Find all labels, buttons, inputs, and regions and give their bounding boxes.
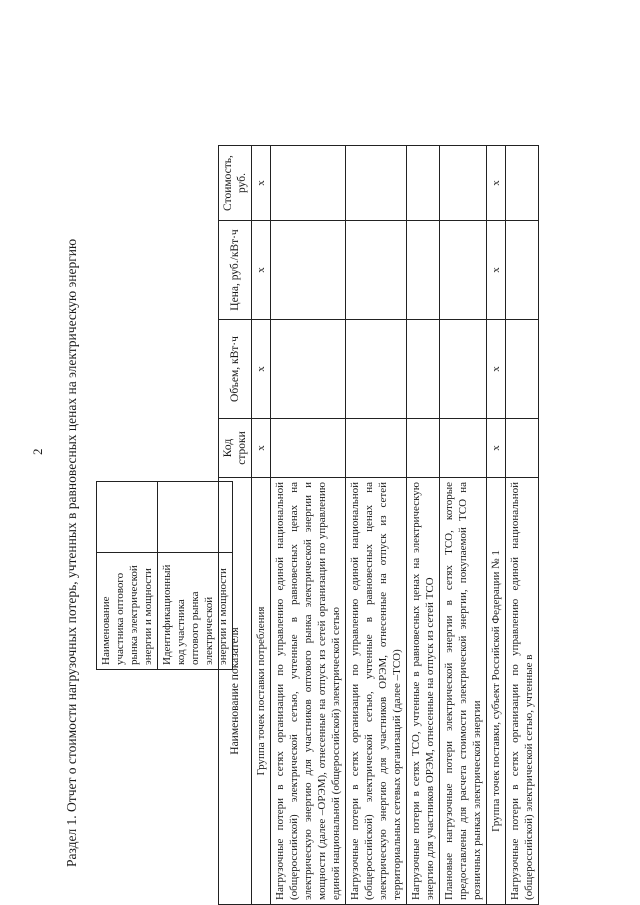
table-row	[506, 146, 539, 905]
row-cost	[346, 146, 407, 221]
row-price	[271, 221, 346, 320]
table-header-row	[219, 146, 252, 905]
row-code	[346, 419, 407, 478]
row-cost: х	[252, 146, 271, 221]
row-code	[506, 419, 539, 478]
row-name: Плановые нагрузочные потери электрической энергии в сетях ТСО, которые предоставлены для расчета стоимости электрической энергии, покупаемой ТСО на розничных рынках электрической энергии	[440, 478, 487, 905]
row-name: Группа точек поставки потребления	[252, 478, 271, 905]
table-row	[252, 146, 271, 905]
header-name: Наименование показателя	[219, 478, 252, 905]
participant-name-value	[97, 482, 158, 553]
table-row	[346, 146, 407, 905]
row-price	[506, 221, 539, 320]
row-price	[440, 221, 487, 320]
row-volume: х	[252, 320, 271, 419]
row-volume: х	[487, 320, 506, 419]
header-code: Код строки	[219, 419, 252, 478]
row-name: Группа точек поставки, субъект Российской Федерации № 1	[487, 478, 506, 905]
row-price	[346, 221, 407, 320]
row-volume	[407, 320, 440, 419]
header-volume: Объем, кВт·ч	[219, 320, 252, 419]
row-cost	[440, 146, 487, 221]
row-code	[440, 419, 487, 478]
row-volume	[346, 320, 407, 419]
row-volume	[440, 320, 487, 419]
header-cost: Стоимость, руб.	[219, 146, 252, 221]
row-price: х	[487, 221, 506, 320]
participant-id-label: Идентификационный код участника оптового рынка электрической энергии и мощности	[158, 553, 233, 670]
row-cost	[506, 146, 539, 221]
row-cost	[271, 146, 346, 221]
row-name: Нагрузочные потери в сетях организации по управлению единой национальной (общероссийской) электрической сетью, учтенные в равновесных ценах на электрическую энергию для участников оптового рынка электрической энергии и мощности (далее –ОРЭМ), отнесенные на отпуск из сетей организации по управлению единой национальной (общероссийской) электрической сетью	[271, 478, 346, 905]
row-cost: х	[487, 146, 506, 221]
losses-table	[218, 145, 539, 905]
participant-table	[96, 481, 233, 670]
row-volume	[271, 320, 346, 419]
row-price: х	[252, 221, 271, 320]
table-row	[407, 146, 440, 905]
table-row	[271, 146, 346, 905]
row-name: Нагрузочные потери в сетях организации по управлению единой национальной (общероссийской) электрической сетью, учтенные в	[506, 478, 539, 905]
participant-name-row	[97, 482, 158, 670]
table-row	[487, 146, 506, 905]
section-title: Раздел 1. Отчет о стоимости нагрузочных потерь, учтенных в равновесных ценах на электрическую энергию	[64, 238, 79, 867]
row-code	[407, 419, 440, 478]
participant-name-label: Наименование участника оптового рынка электрической энергии и мощности	[97, 553, 158, 670]
row-code: х	[252, 419, 271, 478]
row-code	[271, 419, 346, 478]
table-row	[440, 146, 487, 905]
header-price: Цена, руб./кВт·ч	[219, 221, 252, 320]
row-price	[407, 221, 440, 320]
row-cost	[407, 146, 440, 221]
row-volume	[506, 320, 539, 419]
page-number: 2	[30, 448, 45, 455]
row-name: Нагрузочные потери в сетях ТСО, учтенные в равновесных ценах на электрическую энергию для участников ОРЭМ, отнесенные на отпуск из сетей ТСО	[407, 478, 440, 905]
row-code: х	[487, 419, 506, 478]
row-name: Нагрузочные потери в сетях организации по управлению единой национальной (общероссийской) электрической сетью, учтенные в равновесных ценах на электрическую энергию для участников ОРЭМ, отнесенные на отпуск из сетей территориальных сетевых организаций (далее –ТСО)	[346, 478, 407, 905]
